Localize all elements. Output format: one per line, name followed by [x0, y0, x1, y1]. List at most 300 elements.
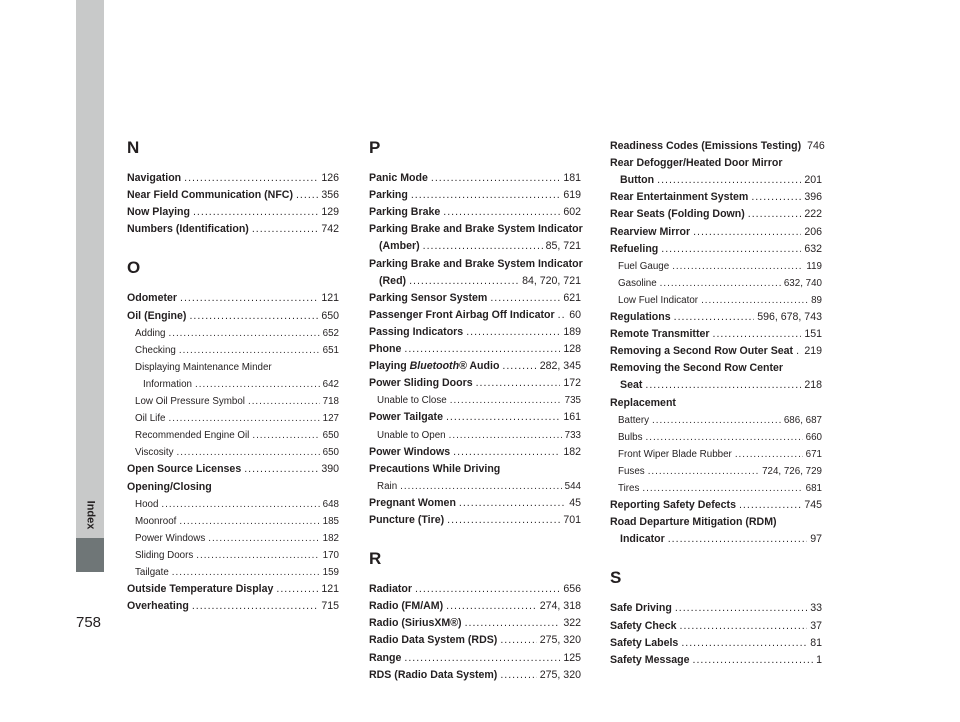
index-entry-pages[interactable]: 33	[810, 602, 822, 615]
index-entry-term: Readiness Codes (Emissions Testing)	[610, 140, 802, 152]
index-entry[interactable]	[610, 155, 822, 172]
index-entry[interactable]	[610, 497, 822, 514]
index-entry[interactable]	[127, 427, 339, 444]
index-entry-pages[interactable]: 621	[563, 291, 581, 304]
leader-dots	[672, 258, 803, 275]
index-entry[interactable]	[127, 376, 339, 393]
index-entry[interactable]	[127, 564, 339, 581]
index-entry-term: Rear Entertainment System	[610, 191, 749, 204]
index-entry[interactable]	[369, 341, 581, 358]
leader-dots	[192, 598, 318, 615]
leader-dots	[189, 308, 318, 325]
index-entry[interactable]	[369, 512, 581, 529]
index-entry[interactable]	[369, 273, 581, 290]
index-entry[interactable]	[610, 429, 822, 446]
index-entry-pages[interactable]: 127	[322, 413, 339, 425]
index-entry-term: Power Windows	[135, 532, 206, 544]
leader-dots	[172, 564, 320, 581]
index-entry-term: Seat	[620, 379, 643, 392]
index-entry-term: Oil (Engine)	[127, 309, 187, 322]
index-entry-term: Removing a Second Row Outer Seat	[610, 345, 794, 358]
index-entry[interactable]	[610, 600, 822, 617]
index-entry-term: Front Wiper Blade Rubber	[618, 448, 732, 460]
index-entry-pages[interactable]: 724, 726, 729	[762, 465, 822, 477]
index-entry-pages[interactable]: 390	[321, 463, 339, 476]
leader-dots	[652, 412, 781, 429]
index-entry[interactable]	[610, 395, 822, 412]
index-entry[interactable]	[610, 275, 822, 292]
index-entry[interactable]	[127, 187, 339, 204]
index-entry-term: Replacement	[610, 396, 676, 409]
index-side-tab	[76, 0, 104, 552]
index-entry-pages[interactable]: 60	[569, 308, 581, 321]
index-entry-term: Road Departure Mitigation (RDM)	[610, 516, 777, 529]
leader-dots	[502, 358, 536, 375]
leader-dots	[244, 461, 318, 478]
leader-dots	[404, 650, 560, 667]
leader-dots	[252, 221, 318, 238]
index-entry[interactable]	[610, 189, 822, 206]
index-entry[interactable]	[127, 325, 339, 342]
index-entry-term: Checking	[135, 344, 176, 356]
index-entry[interactable]	[610, 258, 822, 275]
index-entry-term: Hood	[135, 498, 159, 510]
index-entry[interactable]	[369, 187, 581, 204]
index-entry-term: Range	[369, 651, 402, 664]
index-entry[interactable]	[369, 598, 581, 615]
index-entry[interactable]	[610, 138, 825, 155]
index-entry-term: Viscosity	[135, 447, 174, 459]
leader-dots	[169, 410, 320, 427]
index-entry-pages[interactable]: 89	[811, 294, 822, 306]
index-entry[interactable]	[369, 444, 581, 461]
index-entry-term: Rear Seats (Folding Down)	[610, 208, 745, 221]
section-heading-r: R	[369, 549, 382, 569]
index-entry[interactable]	[610, 480, 822, 497]
index-entry-term: Unable to Close	[377, 395, 447, 407]
index-entry-pages[interactable]: 189	[563, 325, 581, 338]
index-entry-term: Removing the Second Row Center	[610, 362, 784, 375]
index-entry-term: Safety Message	[610, 653, 690, 666]
index-entry-pages[interactable]: 201	[804, 174, 822, 187]
leader-dots	[459, 495, 566, 512]
index-entry[interactable]	[610, 618, 822, 635]
index-entry-pages[interactable]: 746	[807, 140, 825, 152]
leader-dots	[296, 187, 318, 204]
leader-dots	[748, 206, 802, 223]
index-entry[interactable]	[610, 652, 822, 669]
index-entry[interactable]	[610, 343, 822, 360]
index-entry-term: Power Sliding Doors	[369, 377, 473, 390]
index-entry-term: Precautions While Driving	[369, 462, 501, 475]
index-entry-term: Parking	[369, 189, 408, 202]
leader-dots	[179, 342, 320, 359]
index-entry-pages[interactable]: 715	[321, 600, 339, 613]
index-side-label: Index	[84, 500, 97, 530]
index-entry[interactable]	[369, 290, 581, 307]
index-entry-term: Odometer	[127, 292, 178, 305]
index-entry-term: Remote Transmitter	[610, 328, 710, 341]
index-entry-pages[interactable]: 650	[321, 309, 339, 322]
leader-dots	[193, 204, 318, 221]
index-entry-term: (Amber)	[379, 240, 420, 253]
leader-dots	[500, 667, 536, 684]
index-entry-pages[interactable]: 222	[804, 208, 822, 221]
index-entry-term: Radio (FM/AM)	[369, 600, 444, 613]
index-entry-term: Rear Defogger/Heated Door Mirror	[610, 157, 783, 170]
index-entry-pages[interactable]: 544	[564, 480, 581, 492]
index-entry-pages[interactable]: 356	[321, 189, 339, 202]
leader-dots	[450, 392, 562, 409]
leader-dots	[657, 172, 801, 189]
index-entry-pages[interactable]: 648	[322, 498, 339, 510]
index-entry-pages[interactable]: 81	[810, 636, 822, 649]
leader-dots	[400, 478, 561, 495]
leader-dots	[415, 581, 560, 598]
index-entry[interactable]	[610, 514, 822, 531]
index-entry-pages[interactable]: 206	[804, 225, 822, 238]
index-entry[interactable]	[610, 241, 822, 258]
index-entry-term: (Red)	[379, 274, 407, 287]
leader-dots	[276, 581, 318, 598]
index-entry-term: Recommended Engine Oil	[135, 430, 250, 442]
index-entry-term: Moonroof	[135, 515, 177, 527]
index-entry[interactable]	[127, 598, 339, 615]
index-entry-term: Passenger Front Airbag Off Indicator	[369, 308, 555, 321]
index-entry[interactable]	[127, 290, 339, 307]
index-entry-pages[interactable]: 602	[563, 206, 581, 219]
section-heading-p: P	[369, 138, 381, 157]
index-entry-term: Overheating	[127, 600, 189, 613]
index-side-tab-marker	[76, 538, 104, 572]
index-entry-pages[interactable]: 170	[322, 549, 339, 561]
index-entry[interactable]	[610, 531, 822, 548]
index-entry[interactable]	[369, 204, 581, 221]
index-entry-pages[interactable]: 733	[564, 429, 581, 441]
index-entry[interactable]	[369, 358, 581, 375]
index-entry-pages[interactable]: 652	[322, 327, 339, 339]
index-entry-term: Parking Brake	[369, 206, 441, 219]
index-entry-term: Rearview Mirror	[610, 225, 691, 238]
index-entry-term: Safe Driving	[610, 602, 672, 615]
index-entry[interactable]	[369, 581, 581, 598]
index-entry[interactable]	[610, 412, 822, 429]
index-entry-pages[interactable]: 632	[804, 242, 822, 255]
leader-dots	[751, 189, 801, 206]
leader-dots	[500, 632, 536, 649]
leader-dots	[404, 341, 560, 358]
index-entry-term: Open Source Licenses	[127, 463, 242, 476]
index-entry[interactable]	[127, 359, 339, 376]
leader-dots	[796, 343, 801, 360]
index-entry-term: Panic Mode	[369, 172, 428, 184]
index-entry-term: Indicator	[620, 533, 665, 546]
index-entry-term: Gasoline	[618, 277, 657, 289]
index-entry-pages[interactable]: 129	[321, 206, 339, 219]
index-entry-term: Rain	[377, 480, 398, 492]
index-entry-term: Regulations	[610, 311, 671, 323]
index-entry-term: Oil Life	[135, 413, 166, 425]
index-entry[interactable]	[610, 172, 822, 189]
index-entry[interactable]	[610, 463, 822, 480]
index-entry[interactable]	[127, 221, 339, 238]
index-entry-pages[interactable]: 161	[563, 411, 581, 424]
leader-dots	[176, 444, 319, 461]
index-entry-pages[interactable]: 185	[322, 515, 339, 527]
index-entry-pages[interactable]: 619	[563, 189, 581, 202]
index-entry[interactable]	[369, 615, 581, 632]
index-entry-term: Reporting Safety Defects	[610, 499, 736, 512]
index-entry[interactable]	[127, 170, 339, 187]
index-entry-pages[interactable]: 84, 720, 721	[522, 274, 581, 287]
index-entry[interactable]	[610, 360, 822, 377]
leader-dots	[693, 224, 801, 241]
leader-dots	[674, 309, 755, 326]
index-entry-pages[interactable]: 745	[804, 499, 822, 512]
index-entry[interactable]	[127, 444, 339, 461]
index-entry-pages[interactable]: 1	[816, 653, 822, 666]
index-entry[interactable]	[369, 478, 581, 495]
index-entry-pages[interactable]: 632, 740	[783, 277, 822, 289]
index-entry-term: RDS (Radio Data System)	[369, 668, 498, 681]
index-entry[interactable]	[127, 410, 339, 427]
index-entry-pages[interactable]: 701	[563, 514, 581, 526]
index-entry-pages[interactable]: 182	[563, 445, 581, 458]
leader-dots	[466, 324, 560, 341]
leader-dots	[411, 187, 560, 204]
index-entry-pages[interactable]: 125	[563, 651, 581, 664]
index-entry-term-suffix: Audio	[466, 360, 500, 373]
index-entry[interactable]	[127, 496, 339, 513]
leader-dots	[681, 635, 807, 652]
index-entry-pages[interactable]: 660	[805, 431, 822, 443]
index-entry-term: Unable to Open	[377, 429, 446, 441]
index-entry[interactable]	[369, 632, 581, 649]
index-entry-term: Safety Labels	[610, 636, 679, 649]
index-entry-pages[interactable]: 274, 318	[539, 600, 581, 613]
leader-dots	[180, 290, 318, 307]
index-entry-pages[interactable]: 172	[563, 377, 581, 390]
index-entry-pages[interactable]: 126	[321, 172, 339, 184]
index-entry-term: Low Oil Pressure Symbol	[135, 396, 245, 407]
leader-dots	[248, 393, 320, 410]
index-entry-term: Bulbs	[618, 431, 643, 443]
leader-dots	[735, 446, 803, 463]
leader-dots	[739, 497, 801, 514]
index-entry-pages[interactable]: 119	[806, 260, 822, 272]
index-entry-pages[interactable]: 735	[564, 395, 581, 407]
index-entry-pages[interactable]: 656	[563, 583, 581, 596]
index-entry-pages[interactable]: 651	[322, 344, 339, 356]
index-entry-pages[interactable]: 85, 721	[545, 240, 581, 253]
index-entry-term: Fuses	[618, 465, 645, 477]
index-entry-pages[interactable]: 218	[804, 379, 822, 392]
index-entry[interactable]	[610, 377, 822, 394]
page-number: 758	[76, 614, 102, 631]
index-entry[interactable]	[369, 170, 581, 187]
index-entry[interactable]	[127, 308, 339, 325]
leader-dots	[465, 615, 561, 632]
index-entry-term: Sliding Doors	[135, 549, 194, 561]
leader-dots	[642, 480, 802, 497]
leader-dots	[476, 375, 561, 392]
leader-dots	[409, 273, 519, 290]
index-entry-pages[interactable]: 275, 320	[539, 634, 581, 647]
leader-dots	[713, 326, 802, 343]
index-entry-pages[interactable]: 275, 320	[539, 668, 581, 681]
index-entry[interactable]	[610, 635, 822, 652]
index-entry[interactable]	[369, 667, 581, 684]
index-entry-pages[interactable]: 97	[810, 533, 822, 546]
index-entry-pages[interactable]: 121	[321, 583, 339, 596]
leader-dots	[446, 409, 560, 426]
index-entry[interactable]	[610, 446, 822, 463]
index-entry[interactable]	[369, 495, 581, 512]
index-entry-term: Now Playing	[127, 206, 190, 219]
index-entry[interactable]	[610, 224, 822, 241]
index-entry[interactable]	[369, 461, 581, 478]
index-entry-term: Puncture (Tire)	[369, 514, 445, 526]
index-entry-term: Numbers (Identification)	[127, 223, 249, 236]
index-entry[interactable]	[127, 513, 339, 530]
index-entry[interactable]	[127, 479, 339, 496]
index-entry-term: Radio Data System (RDS)	[369, 634, 498, 647]
leader-dots	[646, 429, 803, 446]
index-entry-term: Opening/Closing	[127, 480, 212, 493]
index-entry-term: Displaying Maintenance Minder	[135, 361, 272, 373]
leader-dots	[196, 547, 319, 564]
index-entry-term: Power Windows	[369, 445, 451, 458]
leader-dots	[668, 531, 807, 548]
index-entry-term: Tailgate	[135, 567, 169, 578]
index-entry-term: Radiator	[369, 583, 412, 596]
index-entry[interactable]	[127, 581, 339, 598]
leader-dots	[453, 444, 560, 461]
leader-dots	[449, 427, 562, 444]
index-entry[interactable]	[610, 326, 822, 343]
index-entry[interactable]	[369, 392, 581, 409]
index-entry-term-prefix: Playing	[369, 360, 410, 373]
leader-dots	[431, 170, 560, 187]
index-entry-term: Tires	[618, 483, 640, 494]
index-entry-pages[interactable]: 151	[804, 328, 822, 341]
index-entry-pages[interactable]: 396	[804, 191, 822, 204]
index-entry-term: Pregnant Women	[369, 496, 456, 509]
index-entry-pages[interactable]: 219	[804, 345, 822, 358]
index-entry[interactable]	[369, 324, 581, 341]
index-entry-pages[interactable]: 37	[810, 619, 822, 632]
leader-dots	[161, 496, 319, 513]
index-entry[interactable]	[610, 292, 822, 309]
leader-dots	[660, 275, 781, 292]
leader-dots	[648, 463, 759, 480]
index-entry-pages[interactable]: 596, 678, 743	[757, 311, 822, 323]
index-entry[interactable]	[127, 393, 339, 410]
index-entry-term: Button	[620, 174, 655, 187]
index-entry-pages[interactable]: 159	[322, 567, 339, 578]
index-entry-pages[interactable]: 742	[321, 223, 339, 236]
index-entry-term-italic: Bluetooth®	[409, 360, 467, 373]
index-entry-pages[interactable]: 650	[322, 447, 339, 459]
index-entry[interactable]	[369, 650, 581, 667]
index-entry[interactable]	[369, 307, 581, 324]
leader-dots	[443, 204, 560, 221]
index-entry[interactable]	[610, 309, 822, 326]
index-entry-pages[interactable]: 45	[569, 496, 581, 509]
index-entry-pages[interactable]: 642	[322, 378, 339, 390]
index-entry-pages[interactable]: 282, 345	[539, 360, 581, 373]
index-entry[interactable]	[127, 547, 339, 564]
index-entry-pages[interactable]: 128	[563, 343, 581, 355]
index-entry-pages[interactable]: 650	[322, 430, 339, 442]
index-entry-pages[interactable]: 686, 687	[783, 414, 822, 426]
index-entry[interactable]	[127, 204, 339, 221]
leader-dots	[195, 376, 320, 393]
index-entry-term: Parking Sensor System	[369, 291, 488, 304]
index-entry-term: Safety Check	[610, 619, 677, 632]
leader-dots	[252, 427, 319, 444]
index-entry[interactable]	[127, 461, 339, 478]
index-entry-term: Outside Temperature Display	[127, 583, 274, 596]
section-heading-s: S	[610, 568, 622, 588]
index-entry-term: Refueling	[610, 242, 659, 255]
index-entry-term: Parking Brake and Brake System Indicator	[369, 223, 583, 236]
leader-dots	[179, 513, 319, 530]
index-entry-pages[interactable]: 121	[321, 292, 339, 305]
index-entry-pages[interactable]: 681	[805, 483, 822, 494]
index-entry-pages[interactable]: 182	[322, 532, 339, 544]
leader-dots	[693, 652, 814, 669]
leader-dots	[423, 238, 543, 255]
index-entry-term: Power Tailgate	[369, 411, 443, 424]
section-heading-o: O	[127, 258, 141, 278]
index-entry[interactable]	[127, 530, 339, 547]
index-entry-term	[369, 358, 499, 375]
index-entry-term: Low Fuel Indicator	[618, 294, 699, 306]
leader-dots	[490, 290, 560, 307]
index-entry-term: Radio (SiriusXM®)	[369, 617, 462, 630]
index-entry[interactable]	[369, 409, 581, 426]
index-entry[interactable]	[369, 238, 581, 255]
section-heading-n: N	[127, 138, 140, 157]
leader-dots	[645, 377, 801, 394]
index-entry-term: Passing Indicators	[369, 325, 464, 338]
leader-dots	[184, 170, 318, 187]
index-entry[interactable]	[369, 427, 581, 444]
index-entry-pages[interactable]: 671	[805, 448, 822, 460]
index-entry-pages[interactable]: 718	[322, 396, 339, 407]
index-entry[interactable]	[369, 375, 581, 392]
leader-dots	[701, 292, 808, 309]
index-entry-pages[interactable]: 181	[563, 172, 581, 184]
leader-dots	[661, 241, 801, 258]
leader-dots	[558, 307, 567, 324]
index-entry[interactable]	[610, 206, 822, 223]
index-entry[interactable]	[369, 256, 581, 273]
index-entry-term: Adding	[135, 327, 166, 339]
index-entry-term: Information	[143, 378, 193, 390]
leader-dots	[169, 325, 320, 342]
leader-dots	[447, 512, 560, 529]
index-entry-term: Navigation	[127, 172, 182, 184]
index-entry[interactable]	[127, 342, 339, 359]
index-entry-term: Parking Brake and Brake System Indicator	[369, 257, 583, 270]
leader-dots	[208, 530, 319, 547]
index-entry-term: Fuel Gauge	[618, 260, 670, 272]
index-entry-pages[interactable]: 322	[563, 617, 581, 630]
index-entry-term: Near Field Communication (NFC)	[127, 189, 293, 202]
index-entry[interactable]	[369, 221, 581, 238]
